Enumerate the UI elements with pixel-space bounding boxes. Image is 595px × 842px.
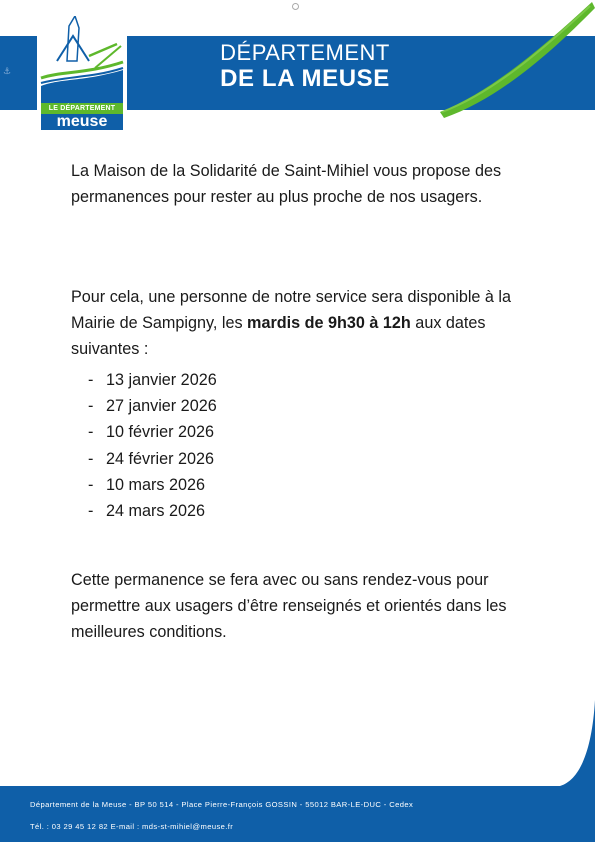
list-dash: - [88,501,94,520]
list-item [88,367,217,393]
list-item [88,393,217,419]
list-dash: - [88,397,94,416]
list-dash: - [88,423,94,442]
footer-band [0,700,595,842]
list-item [88,446,217,472]
list-item [88,419,217,445]
schedule-hours: mardis de 9h30 à 12h [247,314,411,332]
footer-contact: Tél. : 03 29 45 12 82 E-mail : mds-st-mihiel@meuse.fr [30,822,234,831]
footer-address: Département de la Meuse - BP 50 514 - Place Pierre-François GOSSIN - 55012 BAR-LE-DUC - Cedex [30,800,414,809]
title-line-2: DE LA MEUSE [220,65,390,92]
date-text: 10 mars 2026 [106,475,205,494]
title-line-1: DÉPARTEMENT [220,40,390,65]
date-text: 24 mars 2026 [106,501,205,520]
logo-emblem-icon [37,16,127,106]
list-dash: - [88,449,94,468]
date-text: 13 janvier 2026 [106,371,217,389]
date-text: 24 février 2026 [106,449,214,468]
logo-word: meuse [41,114,123,130]
date-text: 10 février 2026 [106,423,214,442]
list-item [88,472,217,498]
logo-banner: LE DÉPARTEMENT [41,103,123,114]
closing-paragraph: Cette permanence se fera avec ou sans rendez-vous pour permettre aux usagers d’être renseignés et orientés dans les meilleures conditions. [71,571,507,641]
list-dash: - [88,475,94,494]
intro-paragraph: La Maison de la Solidarité de Saint-Mihiel vous propose des permanences pour rester au plus proche de nos usagers. [71,162,502,206]
schedule-text-end: aux dates suivantes : [71,314,486,358]
page-title [205,41,405,93]
top-marker [292,3,299,10]
dates-list [88,367,217,524]
schedule-text-start: Pour cela, une personne de notre service sera disponible à la Mairie de Sampigny, les [71,288,512,332]
date-text: 27 janvier 2026 [106,397,217,416]
anchor-icon: ⚓ [3,67,12,77]
schedule-paragraph [71,284,541,362]
green-swoosh-decoration [430,0,595,120]
list-dash: - [88,371,94,389]
department-logo [37,16,127,130]
list-item [88,498,217,524]
